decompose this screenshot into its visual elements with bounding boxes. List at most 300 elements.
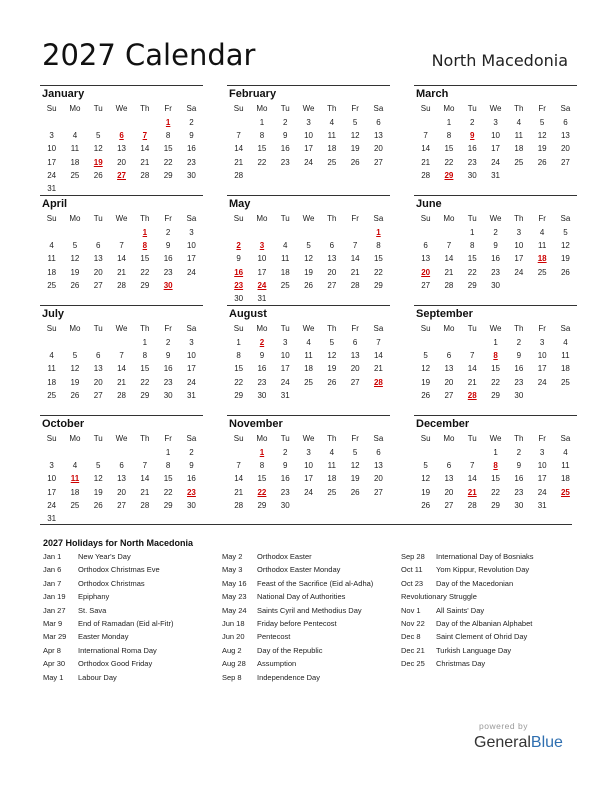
calendar-date: 2 — [493, 228, 498, 237]
weekday-header: Mo — [69, 104, 81, 113]
calendar-date: 6 — [446, 351, 452, 361]
holiday-name: Labour Day — [78, 672, 117, 682]
weekday-header: Sa — [186, 104, 197, 113]
calendar-date: 6 — [96, 241, 101, 251]
calendar-date: 15 — [491, 474, 500, 484]
calendar-date: 27 — [117, 500, 126, 510]
holiday-date: 1 — [142, 228, 148, 237]
weekday-header: We — [302, 324, 315, 333]
month-march — [414, 85, 577, 190]
month-november — [227, 415, 390, 520]
weekday-header: Tu — [280, 434, 290, 443]
calendar-date: 3 — [283, 338, 288, 347]
calendar-date: 11 — [47, 364, 56, 374]
calendar-date: 7 — [376, 338, 381, 347]
calendar-date: 3 — [49, 461, 54, 471]
calendar-date: 16 — [257, 364, 267, 374]
holiday-date: 8 — [493, 351, 498, 361]
weekday-header: Su — [420, 104, 431, 113]
calendar-date: 9 — [516, 351, 522, 361]
holiday-date-label: Dec 21 — [401, 645, 425, 655]
weekday-header: Tu — [467, 434, 477, 443]
holiday-name: Orthodox Good Friday — [78, 659, 153, 669]
calendar-date: 18 — [70, 157, 80, 167]
calendar-date: 24 — [304, 487, 313, 497]
calendar-date: 4 — [72, 461, 78, 471]
holiday-name: Day of the Albanian Alphabet — [436, 619, 533, 628]
calendar-date: 17 — [537, 364, 547, 374]
holiday-name: All Saints' Day — [436, 605, 485, 615]
weekday-header: Tu — [93, 214, 103, 223]
calendar-date: 17 — [280, 364, 290, 374]
calendar-date: 29 — [467, 280, 477, 290]
holiday-date-label: Oct 11 — [401, 565, 423, 575]
calendar-date: 11 — [514, 131, 523, 141]
weekday-header: Th — [140, 104, 150, 113]
calendar-date: 22 — [467, 267, 477, 277]
calendar-date: 14 — [421, 144, 431, 154]
calendar-date: 5 — [329, 338, 335, 347]
holiday-date-label: Nov 22 — [401, 619, 425, 628]
brand-part-blue: Blue — [530, 734, 563, 751]
holiday-date: 6 — [119, 131, 124, 141]
calendar-date: 16 — [280, 144, 290, 154]
holiday-date: 18 — [537, 254, 547, 264]
calendar-date: 18 — [327, 474, 337, 484]
calendar-date: 5 — [563, 228, 568, 237]
calendar-date: 30 — [234, 294, 244, 303]
calendar-date: 19 — [350, 144, 360, 154]
holiday-date-label: May 2 — [222, 552, 243, 561]
calendar-date: 23 — [514, 377, 524, 387]
calendar-date: 2 — [189, 448, 194, 457]
calendar-date: 5 — [306, 241, 311, 251]
calendar-date: 8 — [470, 241, 475, 251]
calendar-date: 10 — [537, 351, 547, 361]
calendar-date: 11 — [70, 144, 80, 154]
calendar-date: 23 — [257, 377, 267, 387]
holiday-date-label: Sep 8 — [222, 672, 242, 682]
calendar-date: 23 — [514, 487, 524, 497]
calendar-date: 2 — [283, 448, 288, 457]
calendar-date: 24 — [304, 157, 313, 167]
calendar-date: 28 — [234, 170, 244, 180]
weekday-header: Th — [140, 434, 150, 443]
holiday-name: Orthodox Christmas Eve — [78, 565, 160, 575]
calendar-date: 10 — [304, 461, 313, 471]
calendar-date: 4 — [563, 338, 568, 347]
calendar-date: 26 — [93, 500, 103, 510]
holiday-name: Orthodox Easter — [257, 552, 312, 561]
calendar-date: 17 — [537, 474, 547, 484]
weekday-header: Th — [327, 434, 337, 443]
weekday-header: Su — [46, 104, 57, 113]
calendar-date: 20 — [327, 267, 337, 277]
calendar-date: 16 — [186, 474, 196, 484]
month-name: March — [416, 88, 449, 100]
calendar-date: 6 — [423, 241, 428, 251]
calendar-date: 13 — [373, 131, 383, 141]
calendar-date: 14 — [444, 254, 454, 264]
calendar-date: 17 — [47, 487, 57, 497]
calendar-date: 1 — [142, 338, 148, 347]
holiday-name: Revolutionary Struggle — [401, 592, 477, 602]
calendar-date: 18 — [47, 377, 57, 387]
calendar-date: 25 — [560, 377, 570, 387]
month-name: August — [229, 308, 267, 320]
holiday-date-label: Mar 29 — [43, 632, 67, 642]
calendar-date: 5 — [72, 241, 78, 251]
weekday-header: We — [489, 324, 502, 333]
weekday-header: Tu — [467, 214, 477, 223]
weekday-header: We — [115, 324, 128, 333]
calendar-date: 19 — [421, 377, 431, 387]
calendar-date: 4 — [283, 241, 288, 251]
calendar-date: 27 — [560, 157, 570, 167]
calendar-date: 31 — [537, 500, 547, 510]
calendar-date: 4 — [563, 448, 568, 457]
calendar-date: 14 — [140, 144, 150, 154]
holiday-date-label: Jan 27 — [43, 605, 66, 615]
holiday-date-label: Oct 23 — [401, 578, 424, 588]
holiday-name: National Day of Authorities — [257, 592, 346, 602]
holiday-name: Orthodox Christmas — [78, 578, 145, 588]
calendar-date: 29 — [163, 500, 173, 510]
calendar-date: 24 — [514, 267, 524, 277]
calendar-date: 2 — [165, 228, 171, 237]
calendar-date: 18 — [327, 144, 337, 154]
month-april — [40, 195, 203, 300]
weekday-header: Su — [46, 434, 57, 443]
calendar-date: 28 — [350, 280, 360, 290]
weekday-header: Sa — [373, 214, 384, 223]
calendar-date: 14 — [234, 474, 244, 484]
calendar-date: 16 — [467, 144, 477, 154]
weekday-header: Su — [233, 104, 244, 113]
holiday-date: 9 — [470, 131, 475, 141]
holiday-name: New Year's Day — [78, 552, 131, 561]
holiday-date-label: May 1 — [43, 672, 64, 682]
month-name: May — [229, 198, 251, 210]
calendar-date: 21 — [444, 267, 454, 277]
calendar-date: 9 — [189, 131, 194, 141]
calendar-date: 1 — [493, 448, 498, 457]
calendar-date: 10 — [280, 351, 290, 361]
holiday-name: Independence Day — [257, 672, 320, 682]
holiday-date: 30 — [163, 280, 173, 290]
holiday-date: 25 — [560, 487, 570, 497]
weekday-header: Mo — [256, 434, 268, 443]
calendar-date: 8 — [376, 241, 381, 251]
calendar-date: 28 — [444, 280, 454, 290]
calendar-date: 25 — [537, 267, 547, 277]
generalblue-logo[interactable] — [474, 733, 563, 753]
holiday-date-label: Jan 1 — [43, 552, 62, 561]
calendar-date: 27 — [373, 487, 383, 497]
calendar-date: 10 — [47, 144, 57, 154]
calendar-date: 8 — [165, 131, 171, 141]
calendar-date: 10 — [47, 474, 57, 484]
calendar-date: 7 — [142, 461, 148, 471]
month-december — [414, 415, 577, 520]
calendar-date: 7 — [446, 241, 452, 251]
weekday-header: Mo — [256, 214, 268, 223]
calendar-date: 15 — [140, 364, 150, 374]
calendar-date: 30 — [491, 280, 500, 290]
holiday-date: 8 — [142, 241, 148, 251]
weekday-header: We — [489, 214, 502, 223]
holiday-date: 29 — [444, 170, 454, 180]
holiday-date-label: Aug 2 — [222, 645, 242, 655]
weekday-header: Sa — [560, 434, 571, 443]
calendar-date: 31 — [47, 514, 57, 523]
weekday-header: Fr — [351, 434, 359, 443]
weekday-header: Fr — [351, 324, 359, 333]
weekday-header: Sa — [186, 324, 197, 333]
calendar-date: 12 — [350, 131, 360, 141]
calendar-date: 25 — [70, 170, 80, 180]
holidays-title: 2027 Holidays for North Macedonia — [43, 538, 194, 548]
calendar-date: 14 — [467, 474, 477, 484]
weekday-header: Th — [327, 214, 337, 223]
calendar-date: 25 — [47, 390, 57, 400]
calendar-date: 21 — [350, 267, 360, 277]
calendar-date: 12 — [327, 351, 337, 361]
holiday-name: Saints Cyril and Methodius Day — [257, 605, 362, 615]
holiday-name: Orthodox Easter Monday — [257, 565, 341, 575]
calendar-date: 20 — [444, 487, 454, 497]
calendar-date: 13 — [93, 364, 103, 374]
calendar-date: 25 — [47, 280, 57, 290]
calendar-date: 26 — [537, 157, 547, 167]
calendar-date: 14 — [467, 364, 477, 374]
calendar-date: 7 — [236, 131, 241, 141]
weekday-header: We — [302, 434, 315, 443]
holiday-date-label: Jan 7 — [43, 578, 62, 588]
calendar-date: 7 — [352, 241, 358, 251]
calendar-date: 9 — [516, 461, 522, 471]
weekday-header: Su — [420, 434, 431, 443]
calendar-date: 10 — [186, 241, 196, 251]
holiday-date-label: Jun 20 — [222, 632, 245, 642]
calendar-date: 15 — [467, 254, 477, 264]
calendar-date: 21 — [140, 487, 150, 497]
calendar-date: 6 — [329, 241, 335, 251]
holiday-date-label: May 3 — [222, 565, 243, 575]
holiday-date-label: May 16 — [222, 578, 247, 588]
calendar-date: 16 — [186, 144, 196, 154]
calendar-date: 24 — [186, 267, 196, 277]
weekday-header: Sa — [186, 434, 197, 443]
calendar-date: 13 — [373, 461, 383, 471]
calendar-date: 8 — [446, 131, 452, 141]
calendar-date: 6 — [376, 448, 381, 457]
page-title: 2027 Calendar — [42, 38, 256, 72]
calendar-date: 31 — [491, 170, 500, 180]
holiday-name: Christmas Day — [436, 659, 486, 669]
calendar-date: 1 — [165, 448, 171, 457]
holiday-date: 24 — [257, 280, 267, 290]
calendar-date: 7 — [470, 461, 475, 471]
weekday-header: Fr — [164, 104, 172, 113]
calendar-date: 22 — [373, 267, 383, 277]
calendar-date: 17 — [491, 144, 500, 154]
holiday-date: 23 — [234, 280, 244, 290]
calendar-date: 24 — [47, 500, 57, 510]
holiday-date: 19 — [93, 157, 103, 167]
calendar-date: 22 — [491, 377, 500, 387]
calendar-date: 16 — [514, 364, 524, 374]
calendar-date: 27 — [350, 377, 360, 387]
weekday-header: Tu — [467, 104, 477, 113]
calendar-date: 9 — [283, 461, 288, 471]
holiday-date-label: Aug 28 — [222, 659, 246, 669]
weekday-header: Th — [140, 214, 150, 223]
holiday-date: 2 — [236, 241, 241, 251]
holiday-date: 2 — [259, 338, 265, 347]
holiday-date: 3 — [259, 241, 265, 251]
calendar-date: 12 — [350, 461, 360, 471]
calendar-date: 6 — [563, 118, 568, 127]
calendar-date: 7 — [119, 351, 124, 361]
holiday-date-label: Apr 30 — [43, 659, 66, 669]
holiday-name: Day of the Macedonian — [436, 578, 514, 588]
calendar-date: 13 — [117, 474, 126, 484]
calendar-date: 20 — [373, 474, 383, 484]
month-name: October — [42, 418, 85, 430]
holiday-date-label: May 23 — [222, 592, 247, 602]
calendar-date: 31 — [280, 390, 290, 400]
weekday-header: Tu — [280, 324, 290, 333]
calendar-date: 12 — [93, 144, 103, 154]
weekday-header: Su — [420, 324, 431, 333]
calendar-date: 26 — [350, 487, 360, 497]
calendar-date: 23 — [163, 377, 173, 387]
holiday-name: Saint Clement of Ohrid Day — [436, 632, 528, 642]
holiday-date: 1 — [259, 448, 265, 457]
weekday-header: We — [489, 434, 502, 443]
calendar-date: 6 — [119, 461, 124, 471]
calendar-date: 8 — [259, 131, 265, 141]
weekday-header: Mo — [69, 434, 81, 443]
calendar-date: 18 — [304, 364, 313, 374]
weekday-header: Mo — [443, 214, 455, 223]
calendar-date: 6 — [352, 338, 358, 347]
calendar-date: 4 — [329, 118, 335, 127]
calendar-date: 17 — [514, 254, 524, 264]
holiday-date-label: Nov 1 — [401, 605, 421, 615]
weekday-header: Sa — [373, 104, 384, 113]
calendar-date: 15 — [234, 364, 244, 374]
month-october — [40, 415, 203, 523]
calendar-date: 21 — [467, 377, 477, 387]
calendar-date: 20 — [350, 364, 360, 374]
weekday-header: Th — [514, 214, 524, 223]
calendar-date: 27 — [93, 390, 103, 400]
calendar-date: 14 — [373, 351, 383, 361]
calendar-date: 8 — [259, 461, 265, 471]
calendar-date: 30 — [186, 170, 196, 180]
calendar-date: 31 — [186, 390, 196, 400]
holiday-name: Pentecost — [257, 632, 291, 642]
calendar-date: 14 — [140, 474, 150, 484]
holiday-date-label: Dec 25 — [401, 659, 425, 669]
calendar-date: 10 — [514, 241, 524, 251]
holiday-name: Yom Kippur, Revolution Day — [436, 565, 530, 575]
calendar-date: 28 — [117, 390, 126, 400]
calendar-date: 27 — [444, 500, 454, 510]
calendar-date: 13 — [350, 351, 360, 361]
weekday-header: Mo — [69, 324, 81, 333]
calendar-date: 9 — [189, 461, 194, 471]
calendar-date: 29 — [491, 500, 500, 510]
holiday-date-label: Dec 8 — [401, 632, 421, 642]
calendar-date: 11 — [281, 254, 290, 264]
calendar-date: 19 — [350, 474, 360, 484]
calendar-date: 28 — [421, 170, 431, 180]
calendar-date: 15 — [257, 474, 267, 484]
calendar-date: 17 — [186, 254, 196, 264]
calendar-date: 23 — [280, 157, 290, 167]
holiday-date: 11 — [70, 474, 80, 484]
holiday-name: Epiphany — [78, 592, 110, 602]
weekday-header: Fr — [351, 214, 359, 223]
holiday-date-label: Jan 19 — [43, 592, 66, 602]
holiday-date: 1 — [376, 228, 381, 237]
calendar-date: 22 — [491, 487, 500, 497]
weekday-header: Mo — [256, 324, 268, 333]
calendar-date: 11 — [537, 241, 547, 251]
calendar-date: 3 — [306, 448, 311, 457]
calendar-date: 6 — [446, 461, 452, 471]
holiday-name: St. Sava — [78, 605, 107, 615]
holiday-date: 22 — [257, 487, 267, 497]
weekday-header: Th — [514, 104, 524, 113]
calendar-date: 10 — [491, 131, 500, 141]
weekday-header: Fr — [164, 434, 172, 443]
calendar-date: 29 — [257, 500, 267, 510]
calendar-date: 3 — [306, 118, 311, 127]
calendar-date: 3 — [493, 118, 498, 127]
calendar-date: 7 — [236, 461, 241, 471]
calendar-date: 14 — [117, 254, 126, 264]
weekday-header: Mo — [443, 104, 455, 113]
calendar-date: 19 — [93, 487, 103, 497]
weekday-header: Tu — [467, 324, 477, 333]
calendar-date: 11 — [561, 351, 570, 361]
weekday-header: Mo — [443, 324, 455, 333]
weekday-header: We — [115, 214, 128, 223]
calendar-date: 8 — [165, 461, 171, 471]
holiday-date-label: Jan 6 — [43, 565, 62, 575]
calendar-date: 11 — [47, 254, 56, 264]
weekday-header: Sa — [373, 434, 384, 443]
calendar-date: 20 — [373, 144, 383, 154]
weekday-header: We — [115, 434, 128, 443]
calendar-date: 23 — [186, 157, 196, 167]
calendar-date: 12 — [560, 241, 570, 251]
calendar-date: 16 — [163, 364, 173, 374]
calendar-date: 29 — [140, 390, 150, 400]
weekday-header: Fr — [164, 214, 172, 223]
calendar-date: 17 — [186, 364, 196, 374]
holiday-date-label: Sep 28 — [401, 552, 425, 561]
calendar-date: 29 — [491, 390, 500, 400]
calendar-date: 18 — [70, 487, 80, 497]
weekday-header: Tu — [93, 434, 103, 443]
calendar-date: 28 — [117, 280, 126, 290]
calendar-date: 26 — [304, 280, 313, 290]
